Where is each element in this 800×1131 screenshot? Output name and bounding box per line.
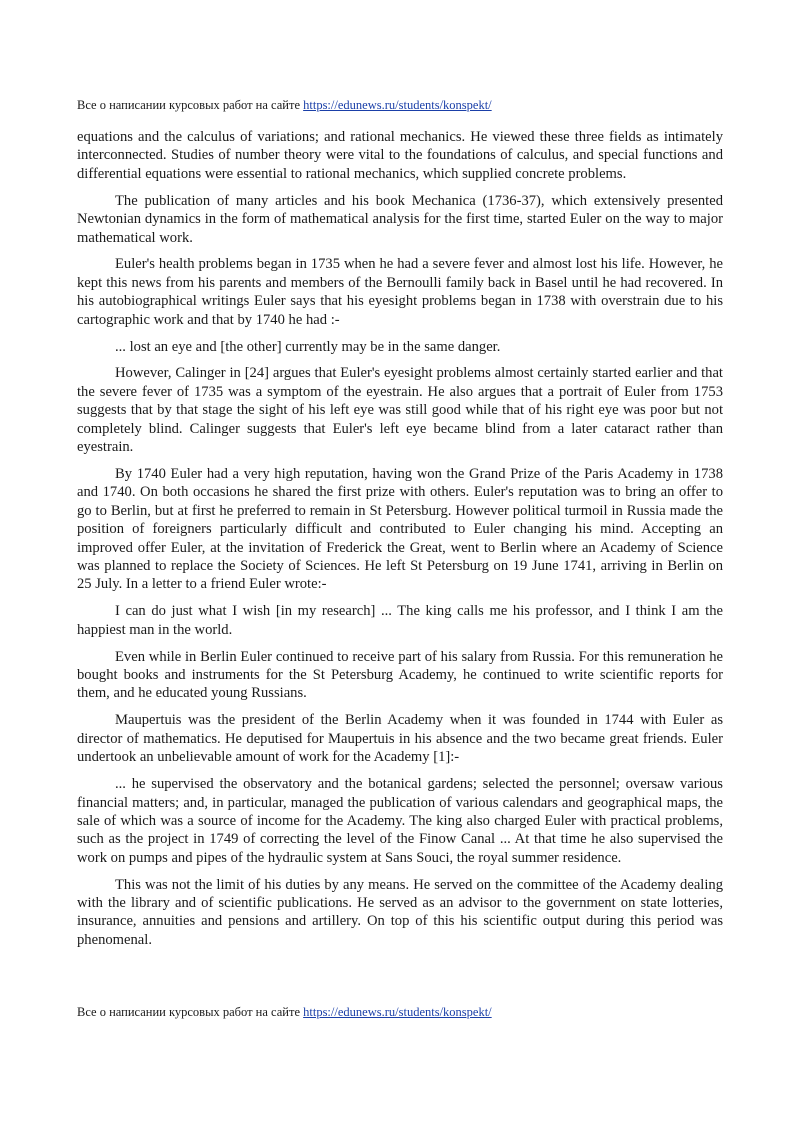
- paragraph-6: By 1740 Euler had a very high reputation, having won the Grand Prize of the Paris Academy in 1738 and 1740. On both occasions he shared the first prize with others. Euler's reputation was to bring an offer to go to Berlin, but at first he preferred to remain in St Petersburg. However political turmoil in Russia made the position of foreigners particularly difficult and contributed to Euler changing his mind. Accepting an improved offer Euler, at the invitation of Frederick the Great, went to Berlin where an Academy of Science was planned to replace the Society of Sciences. He left St Petersburg on 19 June 1741, arriving in Berlin on 25 July. In a letter to a friend Euler wrote:-: [77, 466, 723, 593]
- paragraph-1: equations and the calculus of variations; and rational mechanics. He viewed these three fields as intimately interconnected. Studies of number theory were vital to the foundations of calculus, and special functions and differential equations were essential to rational mechanics, which supplied concrete problems.: [77, 129, 723, 182]
- paragraph-11: This was not the limit of his duties by any means. He served on the committee of the Academy dealing with the library and of scientific publications. He served as an advisor to the government on state lotteries, insurance, annuities and pensions and artillery. On top of this his scientific output during this period was phenomenal.: [77, 876, 723, 948]
- footer-note: [77, 1004, 492, 1020]
- header-note: [77, 97, 492, 113]
- header-note-text: Все о написании курсовых работ на сайте: [77, 98, 304, 112]
- paragraph-9: Maupertuis was the president of the Berlin Academy when it was founded in 1744 with Euler as director of mathematics. He deputised for Maupertuis in his absence and the two became great friends. Euler undertook an unbelievable amount of work for the Academy [1]:-: [77, 712, 723, 766]
- footer-note-text: Все о написании курсовых работ на сайте: [77, 1005, 304, 1019]
- document-body: [77, 128, 723, 958]
- footer-link[interactable]: https://edunews.ru/students/konspekt/: [303, 1005, 492, 1019]
- paragraph-4-quote: ... lost an eye and [the other] currently may be in the same danger.: [115, 338, 501, 355]
- paragraph-5: However, Calinger in [24] argues that Euler's eyesight problems almost certainly started earlier and that the severe fever of 1735 was a symptom of the eyestrain. He also argues that a portrait of Euler from 1753 suggests that by that stage the sight of his left eye was still good while that of his right eye was poor but not completely blind. Calinger suggests that Euler's left eye became blind from a later cataract rather than eyestrain.: [77, 365, 723, 456]
- paragraph-8: Even while in Berlin Euler continued to receive part of his salary from Russia. For this remuneration he bought books and instruments for the St Petersburg Academy, he continued to write scientific reports for them, and he educated young Russians.: [77, 648, 723, 702]
- paragraph-3: Euler's health problems began in 1735 when he had a severe fever and almost lost his life. However, he kept this news from his parents and members of the Bernoulli family back in Basel until he had recovered. In his autobiographical writings Euler says that his eyesight problems began in 1738 with overstrain due to his cartographic work and that by 1740 he had :-: [77, 256, 723, 328]
- paragraph-10-quote: ... he supervised the observatory and the botanical gardens; selected the personnel; oversaw various financial matters; and, in particular, managed the publication of various calendars and geographical maps, the sale of which was a source of income for the Academy. The king also charged Euler with practical problems, such as the project in 1749 of correcting the level of the Finow Canal ... At that time he also supervised the work on pumps and pipes of the hydraulic system at Sans Souci, the royal summer residence.: [77, 776, 723, 866]
- paragraph-7-quote: I can do just what I wish [in my research] ... The king calls me his professor, and I think I am the happiest man in the world.: [77, 603, 723, 638]
- header-link[interactable]: https://edunews.ru/students/konspekt/: [303, 98, 492, 112]
- paragraph-2: The publication of many articles and his book Mechanica (1736-37), which extensively presented Newtonian dynamics in the form of mathematical analysis for the first time, started Euler on the way to major mathematical work.: [77, 192, 723, 246]
